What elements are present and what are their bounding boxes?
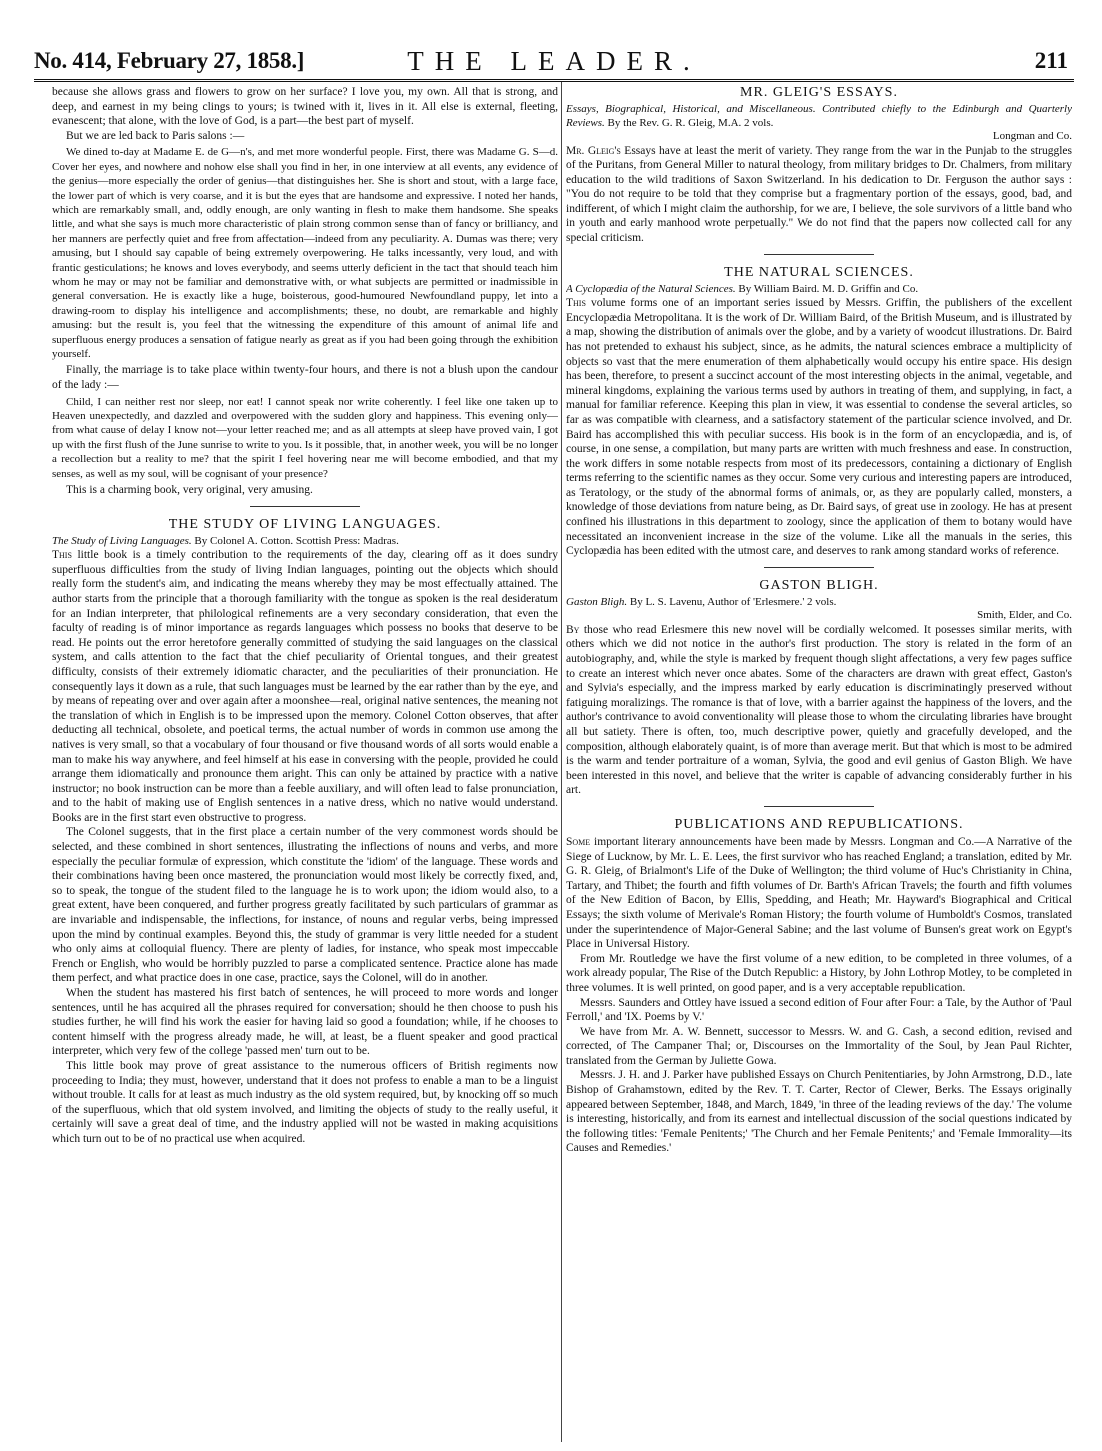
lead-word: This <box>566 297 586 310</box>
intro-paragraph: But we are led back to Paris salons :— <box>66 129 245 142</box>
publisher: Longman and Co. <box>992 130 1072 142</box>
column-divider <box>561 82 562 1442</box>
section-title-natural-sciences: THE NATURAL SCIENCES. <box>724 264 914 280</box>
section-rule <box>764 806 874 807</box>
book-title: The Study of Living Languages. <box>52 534 192 547</box>
masthead-title: THE LEADER. <box>407 46 701 76</box>
review-text: little book is a timely contribution to the requirements of the day, clearing off as it does sundry superfluous difficulties from the study of living Indian languages, pointing out the objects which should really form the student's aim, and indicating the means whereby they may be most effectually attained. The author starts from the principle that a thorough familiarity with the tongue as spoken is the real desideratum for an Indian interpreter, that philological refinements are a very secondary consideration, that even the faculty of reading is of minor importance as regards languages which possess no books that deserve to be read. He points out the error heretofore generally committed of studying the said languages on the classical system, and calls attention to the fact that the chief peculiarity of Oriental tongues, and their greatest difficulty, consists of their extremely idiomatic character, and the peculiarities of their pronunciation. He consequently lays it down as a rule, that such languages must be learned by the ear rather than by the eye, and by means of repeating over and over again after a moonshee—real, original native sentences, the meaning not the translation of which in English is to be impressed upon the memory. Colonel Cotton observes, that after deducting all technical, obsolete, and poetical terms, the actual number of words in common use among the natives is very small, so that a vocabulary of four thousand or five thousand words of all sorts would enable a man to make his way anywhere, and feel himself at his ease in conversing with the people, provided he could arrange them idiomatically and pronounce them aright. This can only be attained by practice with a native instructor; no book instruction can be more than a feeble auxiliary, and will often lead to false pronunciation, and to the habit of making use of English sentences in a native dress, which no native would understand. Books are in the first start even obstructive to progress. <box>52 549 558 824</box>
review-text: those who read Erlesmere this new novel will be cordially welcomed. It posesses similar merits, with others which we did not notice in the author's first production. The story is related in the form of an autobiography, and, while the style is marked by frequent though slight affectations, a very few pages suffice to create an interest which never once abates. Some of the characters are drawn with great effect, Gaston's and Sylvia's especially, and the impress marked by early education is discriminatingly preserved without fatiguing moralizings. The romance is that of love, with a barrier against the happiness of the lovers, and the author's contrivance to avoid conventionality will please those to whom the circulating libraries have brought all but satiety. There is often, too, much descriptive power, quietly and gracefully developed, and the composition, although elaborately quaint, is of more than average merit. But that which is most to be admired is the warm and tender portraiture of a woman, Sylvia, the good and evil genius of Gaston Bligh. We have been interested in this novel, and believe that the writer is capable of advancing considerably further in his art. <box>566 623 1072 797</box>
book-title: Gaston Bligh. <box>566 595 628 608</box>
section-title-publications: PUBLICATIONS AND REPUBLICATIONS. <box>674 816 964 832</box>
review-paragraph <box>52 548 558 825</box>
review-paragraph: Messrs. J. H. and J. Parker have published Essays on Church Penitentiaries, by John Armstrong, D.D., late Bishop of Grahamstown, edited by the Rev. T. T. Carter, Rector of Clewer, Berks. The Essays originally appeared between September, 1848, and March, 1849, 'in three of the leading reviews of the day.' The volume is interesting, historically, and from its earnest and intellectual discussion of the social questions indicated by the following titles: 'Female Penitents;' 'The Church and her Female Penitents;' and 'Female Immorality—its Causes and Remedies.' <box>566 1069 1072 1155</box>
review-paragraph: This little book may prove of great assistance to the numerous officers of British regiments now proceeding to India; they must, however, understand that it does not profess to enable a man to be a linguist without trouble. It calls for at least as much industry as the old system required, but, by knocking off so much of the superfluous, which that old system involved, and limiting the objects of study to the really useful, it certainly will save a great deal of time, and the industry applied will not be wasted in making acquisitions which turn out to be of no practical use when acquired. <box>52 1059 558 1145</box>
review-paragraph <box>566 144 1072 246</box>
running-header <box>34 46 1074 76</box>
review-paragraph: Messrs. Saunders and Ottley have issued a second edition of Four after Four: a Tale, by the Author of 'Paul Ferroll,' and 'IX. Poems by V.' <box>566 996 1072 1024</box>
review-text: important literary announcements have been made by Messrs. Longman and Co.—A Narrative of the Siege of Lucknow, by Mr. L. E. Lees, the first survivor who has reached England; a translation, edited by Mr. G. R. Gleig, of Brialmont's Life of the Duke of Wellington; the third volume of Huc's Christianity in China, Tartary, and Thibet; the fourth and fifth volumes of Dr. Barth's African Travels; the fourth and fifth volumes of the New Edition of Bacon, by Ellis, Spedding, and Heath; Mr. Hayward's Biographical and Critical Essays; the sixth volume of Merivale's Roman History; the fourth volume of Humboldt's Cosmos, translated under the superintendence of Major-General Sabine; and the last volume of Bunsen's great work on Egypt's Place in Universal History. <box>566 835 1072 951</box>
quote-salons: We dined to-day at Madame E. de G—n's, and met more wonderful people. First, there was Madame G. S—d. Cover her eyes, and nowhere and nohow else shall you find in her, in one interview at all events, any evidence of the genius—more especially the order of genius—that distinguishes her. She is short and stout, with a large face, the lower part of which is very coarse, and it is but the eyes that are handsome and expressive. I noted her hands, which are remarkably small, and, oddly enough, are only wanting in flesh to make them handsome. She speaks little, and what she says is much more characteristic of plain strong common sense than of fancy or brilliancy, and her manners are perfectly quiet and free from affectation—indeed from any peculiarity. A. Dumas was there; very amusing, but I should say capable of being extremely overpowering. He talks incessantly, very loud, and with frantic gesticulations; he knows and loves everybody, and seems utterly deficient in the tact that should teach him whom he may or may not be familiar and demonstrative with, or what subjects are permitted or inadmissible in general conversation. He is exactly like a huge, boisterous, good-humoured Newfoundland puppy, let into a drawing-room to display his intelligence and accomplishments; these, no doubt, are remarkable and highly amusing: but the result is, you feel that the witnessing the expenditure of this amount of animal life and superfluous energy produces a sensation of fatigue nearly as great as if you had been going through the exhibition yourself. <box>52 146 558 361</box>
book-details: By Colonel A. Cotton. Scottish Press: Madras. <box>194 534 399 547</box>
right-column <box>566 85 1072 1437</box>
lead-word: Mr. Gleig's <box>566 144 621 157</box>
review-paragraph: We have from Mr. A. W. Bennett, successor to Messrs. W. and G. Cash, a second edition, revised and corrected, of The Campaner Thal; or, Discourses on the Immortality of the Soul, by Jean Paul Richter, translated from the German by Juliette Gowa. <box>566 1025 1072 1067</box>
book-title: Essays, Biographical, Historical, and Miscellaneous. Contributed chiefly to the Edinburgh and Quarterly Reviews. <box>566 103 1072 129</box>
quote-letter: Child, I can neither rest nor sleep, nor eat! I cannot speak nor write coherently. I feel like one taken up to Heaven unexpectedly, and dazzled and overpowered with the sudden glory and happiness. This evening only—from what cause of delay I know not—your letter reached me; and as all attempts at sleep have proved vain, I got up with the first flush of the June sunrise to write to you. Is it possible, that, in another week, you will be no longer a recollection but a reality to me? that the spirit I feel hovering near me will become embodied, and that my senses, as well as my soul, will be cognisant of your presence? <box>52 395 558 480</box>
section-rule <box>764 254 874 255</box>
section-title-living-languages: THE STUDY OF LIVING LANGUAGES. <box>168 516 442 532</box>
lead-word: This <box>52 549 72 562</box>
review-meta <box>52 535 558 549</box>
review-paragraph: From Mr. Routledge we have the first volume of a new edition, to be completed in three volumes, of a work already popular, The Rise of the Dutch Republic: a History, by John Lothrop Motley, to be completed in three volumes. It is well printed, on good paper, and is a very acceptable republication. <box>566 952 1072 994</box>
section-title-gleig: MR. GLEIG'S ESSAYS. <box>740 85 898 100</box>
lead-word: By <box>566 623 580 636</box>
left-column <box>52 85 558 1437</box>
review-paragraph: When the student has mastered his first batch of sentences, he will proceed to more words and longer sentences, until he has acquired all the phrases required for conversation; should he then choose to push his studies further, he will find his work the easier for having laid so good a foundation; while, if he chooses to content himself with the progress already made, he will, at least, be a fluent speaker and good practical interpreter, which very few of the college 'passed men' turn out to be. <box>52 987 558 1058</box>
review-meta <box>566 283 1072 297</box>
paragraph-charming: This is a charming book, very original, very amusing. <box>66 484 313 497</box>
section-title-gaston: GASTON BLIGH. <box>759 577 879 593</box>
review-meta <box>566 596 1072 610</box>
book-details: By L. S. Lavenu, Author of 'Erlesmere.' 2 vols. <box>629 595 837 608</box>
review-meta <box>566 103 1072 130</box>
header-rule <box>34 79 1074 82</box>
book-details: By William Baird. M. D. Griffin and Co. <box>738 282 919 295</box>
intro-paragraph: because she allows grass and flowers to grow on her surface? I love you, my own. All that is strong, and deep, and earnest in my being clings to yours; is twined with it, lives in it. All else is external, fleeting, evanescent; that alone, with the love of God, is a part—the best part of myself. <box>52 86 558 128</box>
review-paragraph <box>566 835 1072 952</box>
paragraph-marriage: Finally, the marriage is to take place within twenty-four hours, and there is not a blush upon the candour of the lady :— <box>52 364 558 392</box>
book-title: A Cyclopædia of the Natural Sciences. <box>566 282 736 295</box>
book-details: By the Rev. G. R. Gleig, M.A. 2 vols. <box>607 116 774 129</box>
lead-word: Some <box>566 835 591 848</box>
issue-date: No. 414, February 27, 1858.] <box>34 48 305 73</box>
review-text: volume forms one of an important series issued by Messrs. Griffin, the publishers of the excellent Encyclopædia Metropolitana. It is the work of Dr. William Baird, of the British Museum, and is illustrated by a map, showing the distribution of animals over the globe, and by a variety of woodcut illustrations. Dr. Baird has not pretended to exhaust his subject, since, as he admits, the natural sciences embrace a multiplicity of objects so vast that the mere enumeration of them alphabetically would occupy his entire space. His design has been, therefore, to present a succinct account of the most interesting objects in the animal, vegetable, and mineral kingdoms, explaining the various terms used by authors in treating of them, and supplying, in fact, a manual for familiar reference. Keeping this plan in view, it was essential to condense the several articles, so far as was compatible with clearness, and a satisfactory statement of the particular science involved, and Dr. Baird has accomplished this with peculiar success. His book is in the form of an encyclopædia, and is, of course, in one sense, a compilation, but many parts are written with much freshness and ease. In construction, the work differs in some notable respects from most of its predecessors, containing a dictionary of English terms referring to the scientific names as they occur. Some very curious and interesting papers are introduced, as Teratology, or the study of the abnormal forms of animals, or, as they are popularly called, monsters, a knowledge of those deviations from nature being, as Dr. Baird says, of great use in zoology. He has at present confined his illustrations in this department to zoology, since the application of them to botany would have necessitated an inconvenient increase in the size of the volume. Like all the manuals in the series, this Cyclopædia has been edited with the utmost care, and deserves to rank among standard works of reference. <box>566 297 1072 558</box>
publisher: Smith, Elder, and Co. <box>977 609 1072 622</box>
review-paragraph <box>566 296 1072 559</box>
section-rule <box>764 567 874 568</box>
page-number: 211 <box>1034 48 1068 73</box>
review-paragraph <box>566 623 1072 798</box>
review-text: Essays have at least the merit of variety. They range from the war in the Punjab to the struggles of the Puritans, from General Miller to natural theology, from military bridges to Dr. Chalmers, from military education to the wild traditions of Saxon Switzerland. In his dedication to Dr. Ferguson the author says : "You do not require to be told that they comprise but a fragmentary portion of the essays, good, bad, and indifferent, of which I might claim the authorship, for we are, I believe, the sole survivors of a little band who in youth and early manhood wrote perpetually." We do not find that the papers now collected call for any special criticism. <box>566 144 1072 245</box>
section-rule <box>250 506 360 507</box>
review-paragraph: The Colonel suggests, that in the first place a certain number of the very commonest words should be selected, and these combined in short sentences, illustrating the inflections of nouns and verbs, and more especially the peculiar formulæ of expression, which constitute the 'idiom' of the language. These words and their combinations having been once mastered, the pronunciation would most likely be correctly fixed, and, so to speak, the tongue of the student filed to the language he is to work upon; the idiom would also, to a great extent, have been conquered, and further progress greatly facilitated by such particulars of grammar as are invariable and indispensable, the inflections, for instance, of nouns and regular verbs, being impressed upon the mind by continual examples. Beyond this, the study of grammar is very little needed for a student who only aims at colloquial fluency. There are plenty of ladies, for instance, who speak most impeccable French or English, who would be horribly puzzled to parse a complicated sentence. Practice alone has made them perfect, and what practice does in one case, practice, says the Colonel, will do in another. <box>52 826 558 985</box>
